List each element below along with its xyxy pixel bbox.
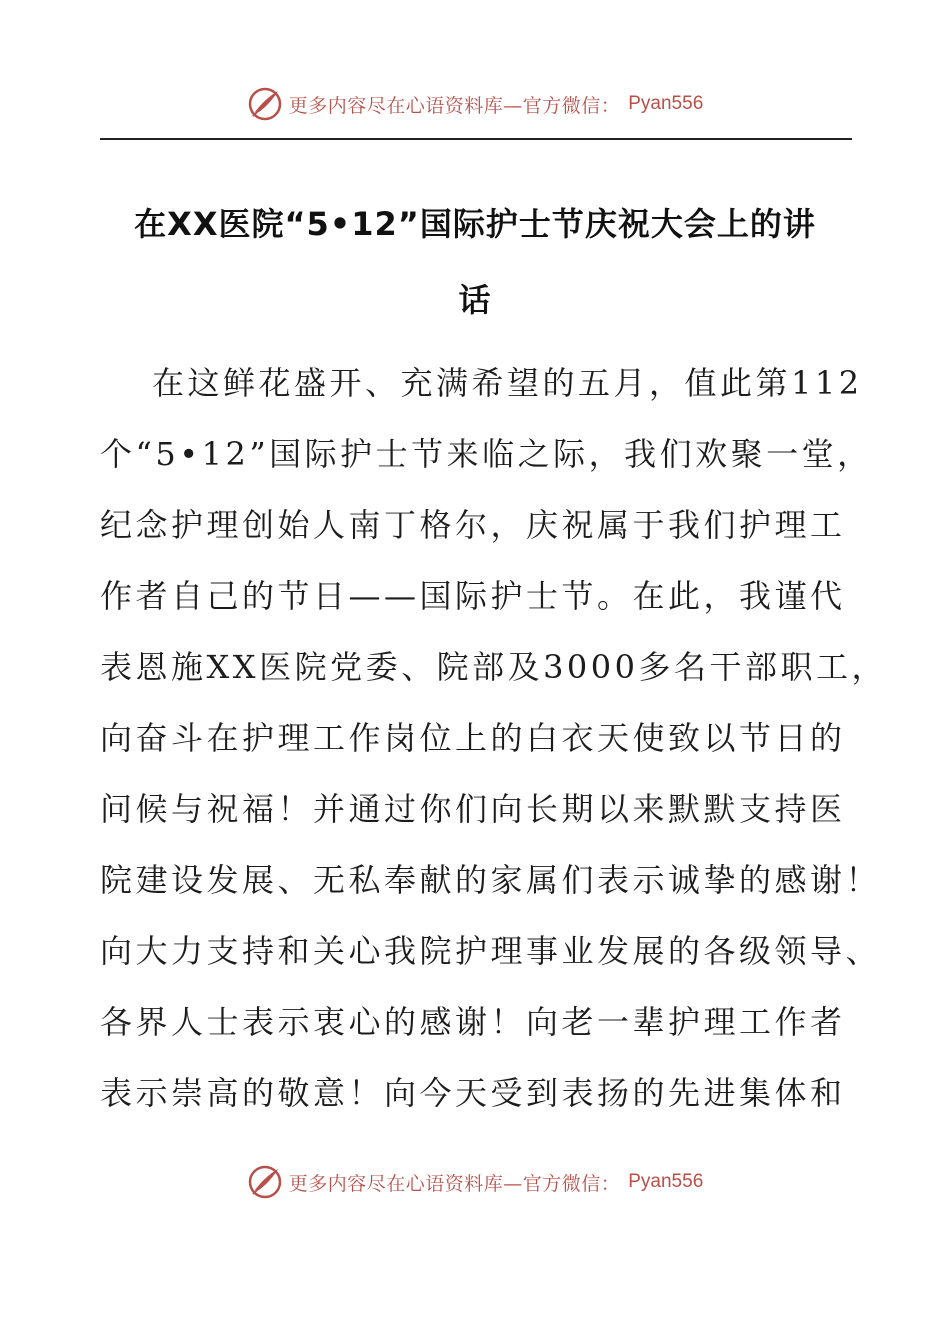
quill-logo-icon <box>247 86 283 122</box>
header-divider <box>100 138 852 140</box>
paragraph-line: 个“5•12”国际护士节来临之际，我们欢聚一堂， <box>100 435 873 473</box>
paragraph-line: 纪念护理创始人南丁格尔，庆祝属于我们护理工 <box>100 506 846 544</box>
footer-banner <box>0 1162 950 1202</box>
paragraph-line: 向奋斗在护理工作岗位上的白衣天使致以节日的 <box>100 719 846 757</box>
paragraph-line: 向大力支持和关心我院护理事业发展的各级领导、 <box>100 932 882 970</box>
paragraph-line: 在这鲜花盛开、充满希望的五月，值此第112 <box>152 364 863 402</box>
paragraph-line: 问候与祝福！并通过你们向长期以来默默支持医 <box>100 790 846 828</box>
wechat-id: Pyan556 <box>628 1171 704 1192</box>
banner-text: 更多内容尽在心语资料库—官方微信： <box>288 94 621 117</box>
banner-text: 更多内容尽在心语资料库—官方微信： <box>288 1172 621 1195</box>
speech-paragraph <box>100 348 888 1129</box>
quill-logo-icon <box>247 1164 283 1200</box>
title-line-1: 在XX医院“5•12”国际护士节庆祝大会上的讲 <box>134 205 816 243</box>
document-title <box>100 186 850 338</box>
paragraph-line: 各界人士表示衷心的感谢！向老一辈护理工作者 <box>100 1003 846 1041</box>
paragraph-line: 表示崇高的敬意！向今天受到表扬的先进集体和 <box>100 1074 846 1112</box>
paragraph-line: 表恩施XX医院党委、院部及3000多名干部职工， <box>100 648 888 686</box>
paragraph-line: 院建设发展、无私奉献的家属们表示诚挚的感谢！ <box>100 861 882 899</box>
header-banner <box>0 84 950 124</box>
paragraph-line: 作者自己的节日——国际护士节。在此，我谨代 <box>100 577 846 615</box>
title-line-2: 话 <box>458 281 492 319</box>
wechat-id: Pyan556 <box>628 93 704 114</box>
